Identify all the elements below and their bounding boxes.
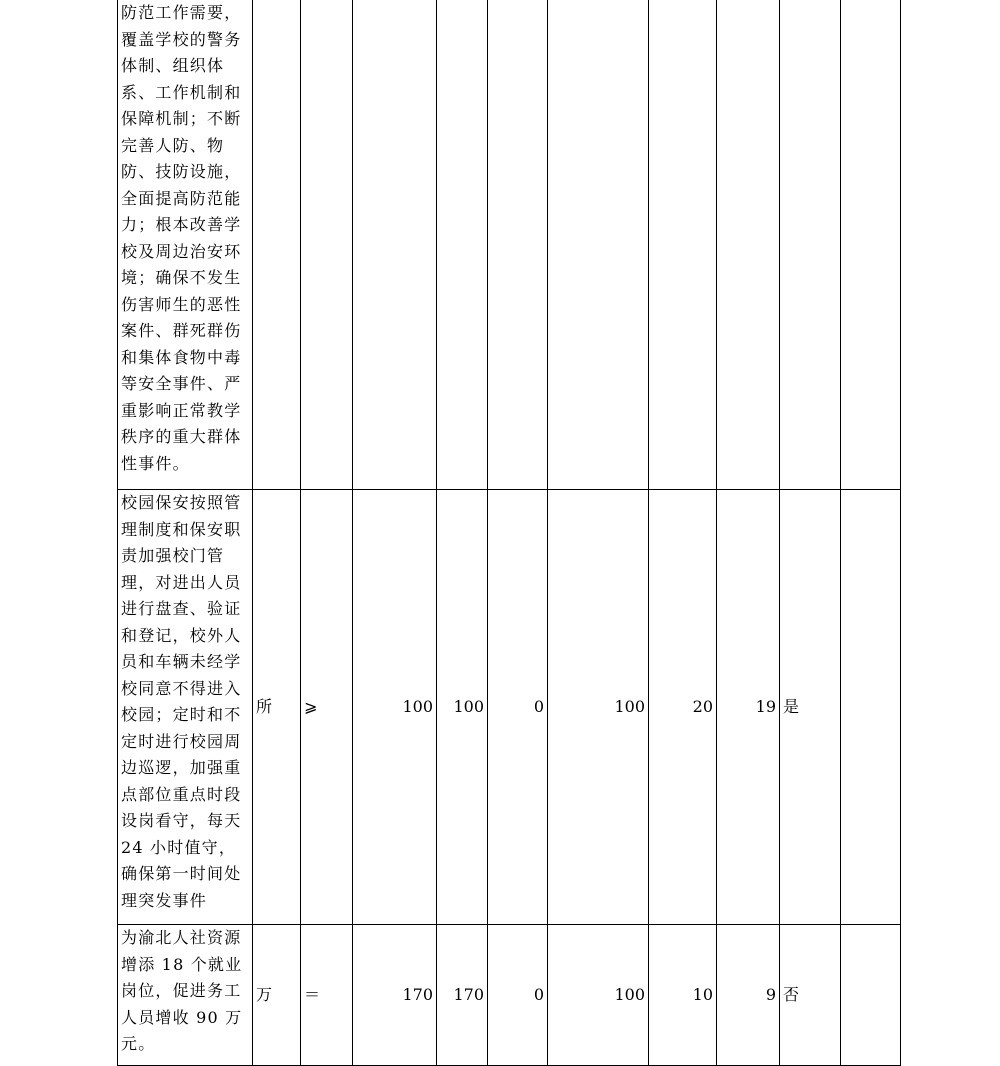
indicator-content-cell: 为渝北人社资源 增添 18 个就业 岗位，促进务工 人员增收 90 万 元。 <box>118 925 253 1066</box>
weight-score-cell <box>649 0 717 490</box>
actual-value-cell <box>437 0 488 490</box>
deviation-cell <box>488 0 548 490</box>
actual-value-cell: 100 <box>437 490 488 925</box>
indicator-content-cell: 校园保安按照管 理制度和保安职 责加强校门管 理，对进出人员 进行盘查、验证 和登记，校外人 员和车辆未经学 校同意不得进入 校园；定时和不 定时进行校园周 边巡逻，加强重 点部位重点时段 设岗看守，每天 24 小时值守， 确保第一时间处 理突发事件 <box>118 490 253 925</box>
remark-cell <box>841 925 901 1066</box>
unit-cell: 所 <box>253 490 301 925</box>
completion-rate-cell: 100 <box>548 490 649 925</box>
unit-cell <box>253 0 301 490</box>
achieved-cell <box>780 0 841 490</box>
operator-cell <box>301 0 353 490</box>
target-value-cell <box>353 0 437 490</box>
remark-cell <box>841 0 901 490</box>
score-cell: 19 <box>717 490 780 925</box>
indicator-content-cell: 防范工作需要， 覆盖学校的警务 体制、组织体 系、工作机制和 保障机制；不断 完善人防、物 防、技防设施， 全面提高防范能 力；根本改善学 校及周边治安环 境；确保不发生 伤害师生的恶性 案件、群死群伤 和集体食物中毒 等安全事件、严 重影响正常教学 秩序的重大群体 性事件。 <box>118 0 253 490</box>
deviation-cell: 0 <box>488 925 548 1066</box>
target-value-cell: 100 <box>353 490 437 925</box>
weight-score-cell: 20 <box>649 490 717 925</box>
weight-score-cell: 10 <box>649 925 717 1066</box>
unit-cell: 万 <box>253 925 301 1066</box>
operator-cell: ＝ <box>301 925 353 1066</box>
table-row <box>118 925 901 1066</box>
completion-rate-cell <box>548 0 649 490</box>
deviation-cell: 0 <box>488 490 548 925</box>
remark-cell <box>841 490 901 925</box>
operator-cell: ⩾ <box>301 490 353 925</box>
completion-rate-cell: 100 <box>548 925 649 1066</box>
table-row <box>118 0 901 490</box>
achieved-cell: 是 <box>780 490 841 925</box>
table-row <box>118 490 901 925</box>
score-cell <box>717 0 780 490</box>
score-cell: 9 <box>717 925 780 1066</box>
actual-value-cell: 170 <box>437 925 488 1066</box>
target-value-cell: 170 <box>353 925 437 1066</box>
achieved-cell: 否 <box>780 925 841 1066</box>
performance-indicator-table <box>117 0 901 1066</box>
